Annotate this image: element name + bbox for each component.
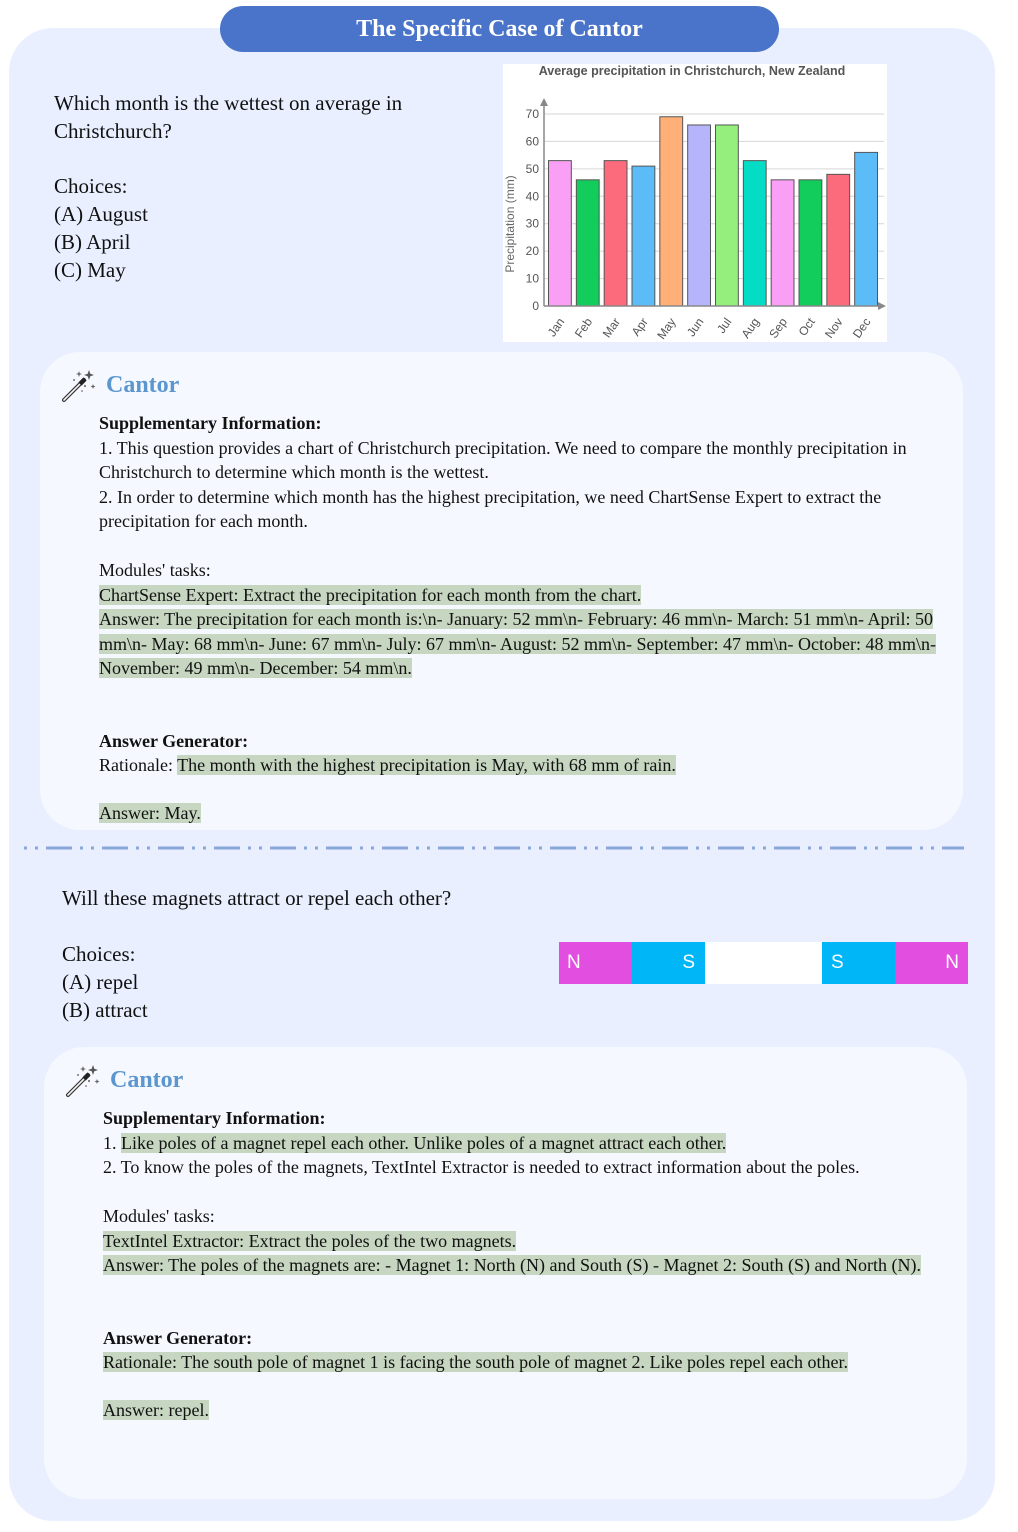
case1-question-block [54,89,494,284]
case2-supp-title: Supplementary Information: [103,1108,326,1128]
case2-cantor-header [64,1061,183,1099]
magnet2-north-pole [895,942,968,984]
case1-cantor-label: Cantor [106,371,180,398]
y-tick-label-30: 30 [525,216,539,231]
bar-jun [688,125,711,306]
y-tick-label-20: 20 [525,244,539,259]
magnet2-south-pole [822,942,895,984]
case2-cantor-body [103,1106,948,1422]
bar-jan [549,161,572,306]
case2-supp-1-num: 1. [103,1132,121,1153]
chart-y-axis-label: Precipitation (mm) [503,175,517,273]
y-tick-label-60: 60 [525,134,539,149]
case1-choice-b: (B) April [54,230,131,254]
case1-module-answer: Answer: The precipitation for each month is:\n- January: 52 mm\n- February: 46 mm\n- March: 51 mm\n- April: 50 mm\n- May: 68 mm\n- June: 67 mm\n- July: 67 mm\n- August: 52 mm\n- September: 47 mm\n- October: 48 mm\n- November: 49 mm\n- December: 54 mm\n. [99,609,936,678]
magnet1-left-label: N [567,952,581,973]
case1-modules-title: Modules' tasks: [99,560,211,580]
chart-bars [549,117,878,306]
case1-choice-c: (C) May [54,258,126,282]
bar-may [660,117,683,306]
bar-dec [855,152,878,306]
x-tick-label-jan: Jan [544,315,568,340]
section-divider [24,846,964,850]
case2-module-task: TextIntel Extractor: Extract the poles of the two magnets. [103,1230,517,1251]
bar-jul [716,125,739,306]
case1-supp-1: 1. This question provides a chart of Christchurch precipitation. We need to compare the monthly precipitation in Christchurch to determine which month is the wettest. [99,437,907,482]
precipitation-chart [503,64,887,342]
bar-sep [771,180,794,306]
case2-supp-1: Like poles of a magnet repel each other. Unlike poles of a magnet attract each other. [121,1132,727,1153]
bar-aug [743,161,766,306]
x-tick-label-apr: Apr [628,315,651,339]
case1-supp-2: 2. In order to determine which month has the highest precipitation, we need ChartSense Expert to extract the precipitation for each month. [99,486,882,531]
case2-question: Will these magnets attract or repel each other? [62,886,452,910]
magic-wand-icon [60,366,98,404]
x-tick-label-mar: Mar [599,315,624,341]
case2-choices-label: Choices: [62,942,136,966]
y-tick-label-0: 0 [532,299,539,313]
case1-supp-title: Supplementary Information: [99,413,322,433]
case2-module-answer: Answer: The poles of the magnets are: - Magnet 1: North (N) and South (S) - Magnet 2: South (S) and North (N). [103,1255,922,1275]
page-title: The Specific Case of Cantor [220,6,779,52]
magnets-figure [559,942,968,984]
y-axis-arrow [540,98,548,106]
case1-cantor-header [60,366,179,404]
case1-ag-title: Answer Generator: [99,730,249,751]
case2-rationale: Rationale: The south pole of magnet 1 is facing the south pole of magnet 2. Like poles repel each other. [103,1352,848,1372]
magnet2-left-label: S [831,952,844,973]
magnet-gap [705,942,822,984]
magic-wand-icon [64,1061,102,1099]
x-tick-label-aug: Aug [738,315,763,341]
bar-oct [799,180,822,306]
magnet1-right-label: S [682,952,695,973]
x-tick-label-jun: Jun [683,315,707,340]
x-tick-label-dec: Dec [849,315,874,341]
case1-rationale: The month with the highest precipitation is May, with 68 mm of rain. [177,755,676,775]
case1-module-task: ChartSense Expert: Extract the precipitation for each month from the chart. [99,584,642,605]
case2-answer: Answer: repel. [103,1399,209,1420]
case2-cantor-label: Cantor [110,1066,184,1093]
x-tick-label-jul: Jul [714,315,735,336]
case1-choice-a: (A) August [54,202,148,226]
chart-title: Average precipitation in Christchurch, New Zealand [538,64,846,78]
case1-question: Which month is the wettest on average in Christchurch? [54,91,403,143]
bar-apr [632,166,655,306]
y-tick-label-70: 70 [525,107,539,121]
y-tick-label-40: 40 [525,189,539,204]
bar-mar [604,161,627,306]
magnet1-north-pole [559,942,632,984]
case1-choices-label: Choices: [54,174,128,198]
case2-choice-b: (B) attract [62,998,148,1022]
case1-cantor-body [99,411,944,825]
case1-answer: Answer: May. [99,802,201,823]
bar-feb [576,180,599,306]
x-axis-arrow [878,302,886,310]
x-tick-label-may: May [654,315,679,342]
case2-supp-2: 2. To know the poles of the magnets, TextIntel Extractor is needed to extract information about the poles. [103,1157,860,1177]
bar-nov [827,174,850,306]
y-tick-label-10: 10 [525,271,539,286]
case2-ag-title: Answer Generator: [103,1327,253,1348]
x-tick-label-oct: Oct [795,315,818,339]
case2-modules-title: Modules' tasks: [103,1206,215,1226]
y-tick-label-50: 50 [525,161,539,176]
x-tick-label-nov: Nov [821,315,846,341]
chart-svg [503,64,887,342]
magnet2-right-label: N [945,952,959,973]
case2-choice-a: (A) repel [62,970,139,994]
magnet1-south-pole [632,942,705,984]
case2-question-block [62,884,542,1024]
case1-rationale-prefix: Rationale: [99,755,178,775]
x-tick-label-sep: Sep [766,315,791,341]
x-tick-label-feb: Feb [571,315,596,341]
